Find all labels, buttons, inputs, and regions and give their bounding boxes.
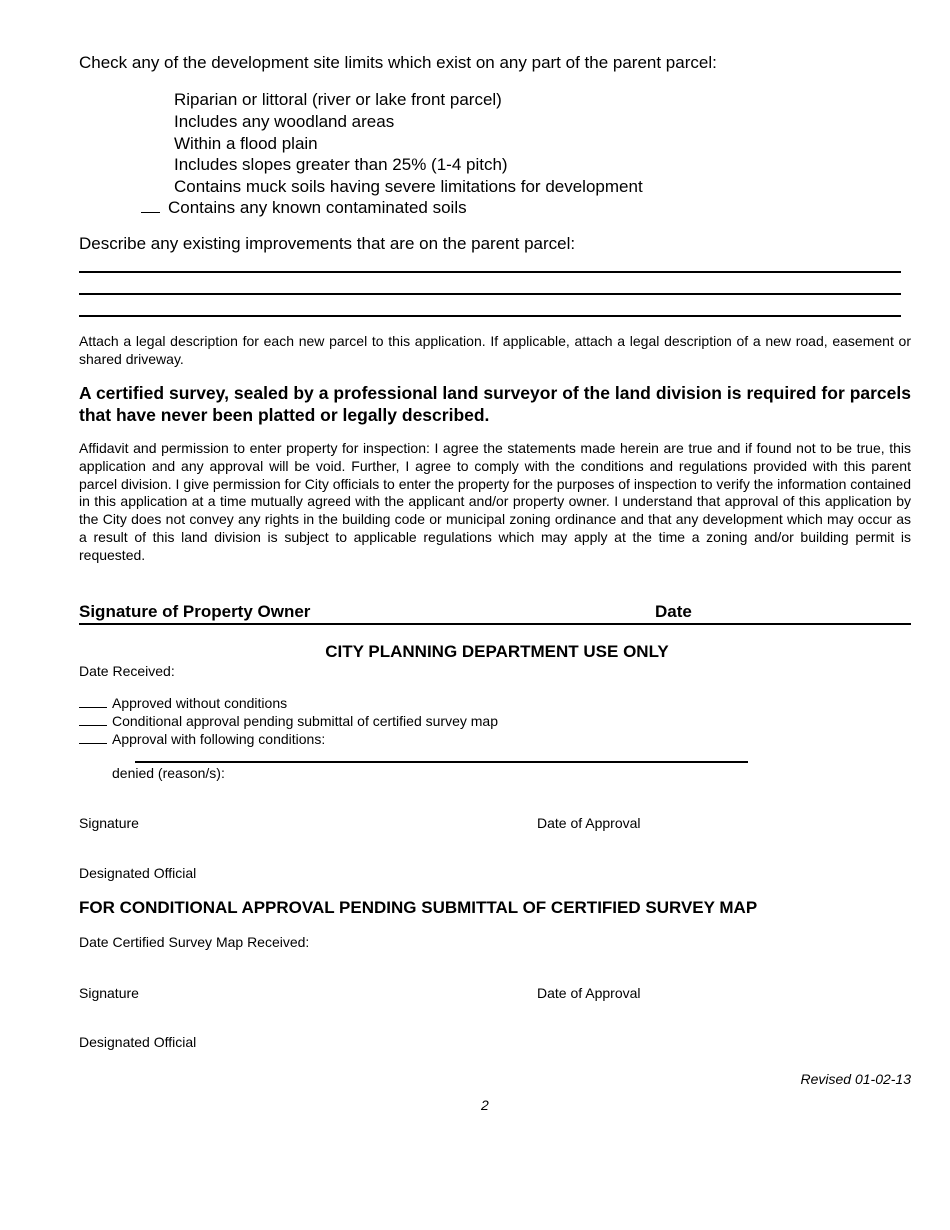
improvements-line-1[interactable] xyxy=(79,271,901,273)
owner-signature-date-label: Date xyxy=(655,602,692,621)
site-limit-option-contaminated-label: Contains any known contaminated soils xyxy=(168,198,467,217)
conditions-line[interactable] xyxy=(135,761,748,763)
survey-requirement: A certified survey, sealed by a professional land surveyor of the land division is required for parcels that have never been platted or legally described. xyxy=(79,383,911,425)
site-limit-option-woodland[interactable]: Includes any woodland areas xyxy=(174,111,395,131)
approval-option-label: Approval with following conditions: xyxy=(112,731,326,747)
approval-option-label: Conditional approval pending submittal of certified survey map xyxy=(112,713,498,729)
conditional-approval-title: FOR CONDITIONAL APPROVAL PENDING SUBMITTAL OF CERTIFIED SURVEY MAP xyxy=(79,898,758,917)
conditional-date-of-approval-label: Date of Approval xyxy=(537,985,641,1001)
checkbox-blank[interactable] xyxy=(141,212,160,213)
site-limit-option-contaminated[interactable] xyxy=(141,198,467,218)
approval-options xyxy=(79,694,498,748)
approval-option-label: Approved without conditions xyxy=(112,695,288,711)
site-limit-option-flood-plain[interactable]: Within a flood plain xyxy=(174,133,318,153)
legal-description-note: Attach a legal description for each new parcel to this application. If applicable, attach a legal description of a new road, easement or shared driveway. xyxy=(79,333,911,367)
checkbox-blank[interactable] xyxy=(79,725,107,726)
owner-signature-label: Signature of Property Owner xyxy=(79,602,311,621)
checkbox-blank[interactable] xyxy=(79,707,107,708)
revised-date: Revised 01-02-13 xyxy=(800,1071,911,1087)
approval-option-conditional[interactable] xyxy=(79,712,498,730)
page-number: 2 xyxy=(481,1097,489,1113)
affidavit-text: Affidavit and permission to enter property for inspection: I agree the statements made herein are true and if found not to be true, this application and any approval will be void. Further, I agree to comply with the conditions and regulations provided with this parent parcel division. I give permission for City officials to enter the property for the purposes of inspection to verify the information contained in this application at a time mutually agreed with the applicant and/or property owner. I understand that approval of this application by the City does not convey any rights in the building code or municipal zoning ordinance and that any development which may occur as a result of this land division is subject to applicable regulations which may apply at the time a zoning and/or building permit is requested. xyxy=(79,440,911,563)
survey-map-received-label: Date Certified Survey Map Received: xyxy=(79,934,310,950)
denied-label: denied (reason/s): xyxy=(112,765,225,781)
site-limit-option-slopes[interactable]: Includes slopes greater than 25% (1-4 pitch) xyxy=(174,155,508,175)
date-received-label: Date Received: xyxy=(79,663,175,679)
improvements-prompt: Describe any existing improvements that are on the parent parcel: xyxy=(79,234,576,253)
site-limit-option-muck-soils[interactable]: Contains muck soils having severe limitations for development xyxy=(174,177,643,197)
owner-signature-line[interactable] xyxy=(79,623,911,625)
site-limit-option-riparian[interactable]: Riparian or littoral (river or lake front parcel) xyxy=(174,90,502,109)
conditional-designated-official-label: Designated Official xyxy=(79,1034,197,1050)
approval-option-with-conditions[interactable] xyxy=(79,730,498,748)
improvements-line-2[interactable] xyxy=(79,293,901,295)
checkbox-blank[interactable] xyxy=(79,743,107,744)
planning-designated-official-label: Designated Official xyxy=(79,865,197,881)
approval-option-without-conditions[interactable] xyxy=(79,694,498,712)
conditional-signature-label: Signature xyxy=(79,985,139,1001)
improvements-line-3[interactable] xyxy=(79,315,901,317)
site-limits-options xyxy=(174,89,643,198)
planning-signature-label: Signature xyxy=(79,815,139,831)
planning-dept-title: CITY PLANNING DEPARTMENT USE ONLY xyxy=(325,642,669,661)
planning-date-of-approval-label: Date of Approval xyxy=(537,815,641,831)
site-limits-prompt: Check any of the development site limits which exist on any part of the parent parcel: xyxy=(79,53,717,72)
